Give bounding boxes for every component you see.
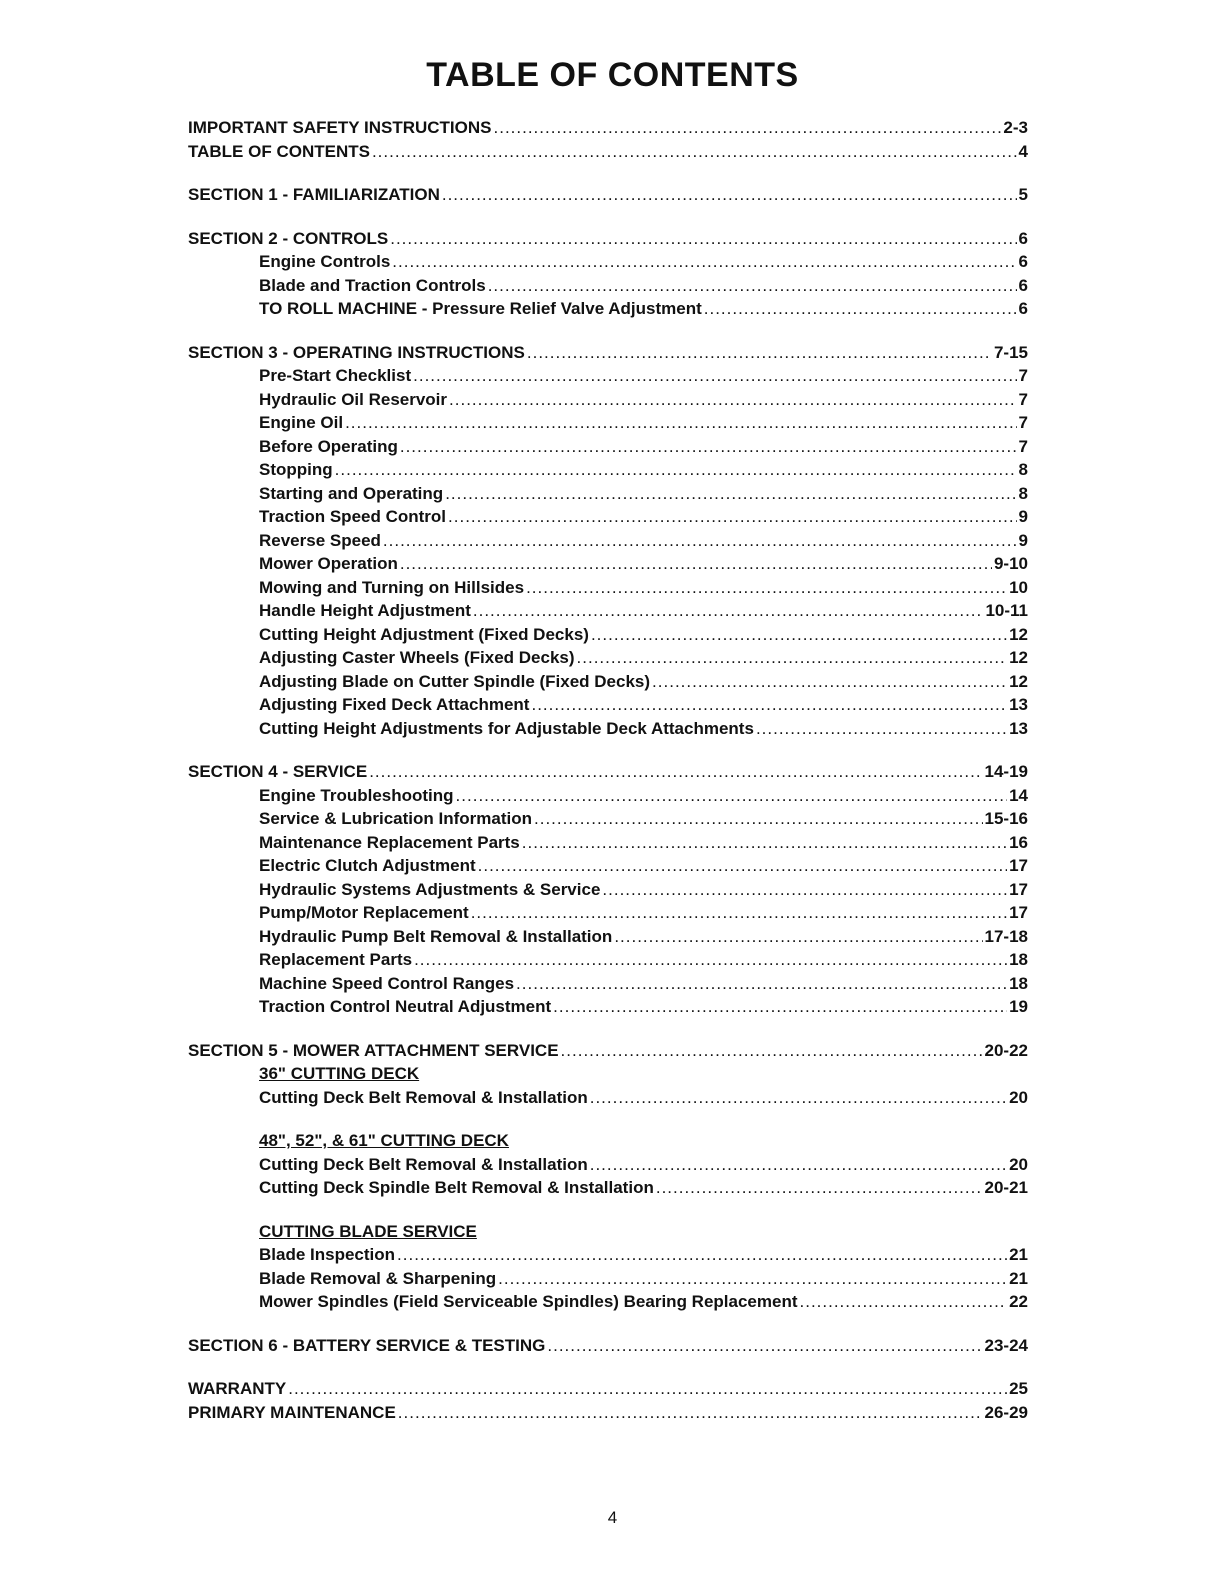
toc-entry-label: Replacement Parts <box>259 950 413 969</box>
toc-entry-page: 17 <box>1009 856 1028 875</box>
toc-entry-page: 26-29 <box>984 1402 1028 1422</box>
toc-entry-page: 17 <box>1009 879 1028 899</box>
leader-dots <box>414 948 1007 972</box>
page-title: TABLE OF CONTENTS <box>426 56 799 94</box>
leader-dots <box>442 183 1017 207</box>
leader-dots <box>590 1086 1007 1110</box>
toc-subentry <box>188 250 1028 274</box>
leader-dots <box>553 995 1007 1019</box>
toc-subentry <box>188 925 1028 949</box>
toc-section <box>188 341 1028 365</box>
leader-dots <box>456 784 1008 808</box>
toc-entry-label: Traction Speed Control <box>259 507 447 526</box>
toc-entry-page: 14 <box>1009 785 1028 805</box>
toc-entry-page: 6 <box>1018 252 1028 271</box>
toc-subentry <box>188 972 1028 996</box>
leader-dots <box>602 878 1007 902</box>
leader-dots <box>494 116 1002 140</box>
leader-dots <box>522 831 1007 855</box>
toc-entry-label: Blade and Traction Controls <box>259 275 486 295</box>
leader-dots <box>800 1290 1008 1314</box>
toc-entry-page: 13 <box>1009 695 1028 714</box>
toc-subentry <box>188 995 1028 1019</box>
toc-entry-label: Hydraulic Systems Adjustments & Service <box>259 879 601 899</box>
leader-dots <box>561 1039 983 1063</box>
table-of-contents <box>188 116 1028 1424</box>
toc-entry-page: 8 <box>1018 460 1028 479</box>
leader-dots <box>397 1243 1007 1267</box>
leader-dots <box>756 717 1007 741</box>
leader-dots <box>656 1176 983 1200</box>
toc-entry-label: Cutting Height Adjustment (Fixed Decks) <box>259 624 589 644</box>
toc-entry-label: Electric Clutch Adjustment <box>259 856 476 875</box>
toc-subentry <box>188 1290 1028 1314</box>
toc-subentry <box>188 1153 1028 1177</box>
toc-entry-label: Mower Spindles (Field Serviceable Spindles) Bearing Replacement <box>259 1292 798 1311</box>
toc-entry-page: 12 <box>1009 671 1028 691</box>
toc-subentry <box>188 552 1028 576</box>
toc-entry-label: IMPORTANT SAFETY INSTRUCTIONS <box>188 118 492 137</box>
toc-entry-page: 19 <box>1009 997 1028 1016</box>
toc-entry <box>188 1377 1028 1401</box>
toc-entry-label: Engine Controls <box>259 252 391 271</box>
toc-entry-label: Blade Removal & Sharpening <box>259 1268 497 1288</box>
toc-section <box>188 227 1028 251</box>
toc-entry-label: WARRANTY <box>188 1379 287 1398</box>
toc-entry-label: Starting and Operating <box>259 483 444 503</box>
toc-entry-label: TABLE OF CONTENTS <box>188 141 370 161</box>
toc-entry-page: 20-21 <box>984 1178 1028 1197</box>
toc-entry-page: 20 <box>1009 1154 1028 1174</box>
toc-entry-label: Reverse Speed <box>259 530 381 550</box>
toc-subentry <box>188 1176 1028 1200</box>
toc-subentry <box>188 948 1028 972</box>
toc-entry-page: 7 <box>1018 389 1028 409</box>
toc-entry-label: SECTION 1 - FAMILIARIZATION <box>188 185 440 204</box>
toc-subentry <box>188 784 1028 808</box>
toc-entry-label: Adjusting Caster Wheels (Fixed Decks) <box>259 648 575 667</box>
toc-entry-label: Service & Lubrication Information <box>259 809 532 828</box>
toc-entry-page: 17-18 <box>984 926 1028 946</box>
leader-dots <box>449 388 1017 412</box>
leader-dots <box>652 670 1007 694</box>
toc-entry-label: Hydraulic Oil Reservoir <box>259 389 448 409</box>
toc-entry-label: Blade Inspection <box>259 1245 396 1264</box>
toc-subentry <box>188 1086 1028 1110</box>
toc-subentry <box>188 482 1028 506</box>
toc-entry <box>188 1401 1028 1425</box>
toc-subentry <box>188 901 1028 925</box>
toc-entry-page: 13 <box>1009 718 1028 738</box>
toc-entry-page: 18 <box>1009 950 1028 969</box>
toc-entry-page: 4 <box>1018 141 1028 161</box>
toc-subentry <box>188 717 1028 741</box>
toc-entry-label: SECTION 2 - CONTROLS <box>188 228 389 248</box>
toc-entry-page: 7 <box>1018 436 1028 456</box>
leader-dots <box>369 760 982 784</box>
toc-subentry <box>188 1267 1028 1291</box>
toc-subentry <box>188 1243 1028 1267</box>
toc-subheading: 48", 52", & 61" CUTTING DECK <box>259 1131 509 1150</box>
toc-entry-page: 20 <box>1009 1087 1028 1107</box>
toc-entry-page: 6 <box>1018 275 1028 295</box>
leader-dots <box>473 599 984 623</box>
toc-section <box>188 1334 1028 1358</box>
toc-entry-label: Maintenance Replacement Parts <box>259 832 520 852</box>
toc-entry-label: SECTION 6 - BATTERY SERVICE & TESTING <box>188 1335 546 1355</box>
toc-subentry <box>188 831 1028 855</box>
toc-entry <box>188 140 1028 164</box>
leader-dots <box>413 364 1016 388</box>
leader-dots <box>288 1377 1007 1401</box>
toc-subentry <box>188 807 1028 831</box>
leader-dots <box>534 807 983 831</box>
toc-section <box>188 760 1028 784</box>
toc-subentry <box>188 388 1028 412</box>
toc-entry-label: Adjusting Blade on Cutter Spindle (Fixed Decks) <box>259 671 651 691</box>
toc-entry-label: Mowing and Turning on Hillsides <box>259 577 525 597</box>
leader-dots <box>531 693 1007 717</box>
toc-entry-page: 16 <box>1009 832 1028 852</box>
leader-dots <box>392 250 1016 274</box>
toc-entry-label: Engine Oil <box>259 413 344 432</box>
toc-subentry <box>188 670 1028 694</box>
toc-entry <box>188 116 1028 140</box>
leader-dots <box>614 925 982 949</box>
toc-entry-page: 12 <box>1009 624 1028 644</box>
toc-subentry <box>188 435 1028 459</box>
leader-dots <box>383 529 1017 553</box>
toc-subentry <box>188 297 1028 321</box>
toc-subentry <box>188 364 1028 388</box>
leader-dots <box>704 297 1017 321</box>
toc-entry-page: 21 <box>1009 1245 1028 1264</box>
leader-dots <box>516 972 1007 996</box>
toc-subentry <box>188 458 1028 482</box>
leader-dots <box>335 458 1017 482</box>
leader-dots <box>471 901 1007 925</box>
toc-entry-page: 7-15 <box>993 342 1028 362</box>
toc-entry-page: 9-10 <box>993 554 1028 573</box>
toc-entry-page: 2-3 <box>1003 118 1028 137</box>
toc-entry-label: SECTION 5 - MOWER ATTACHMENT SERVICE <box>188 1040 559 1060</box>
toc-entry-page: 6 <box>1018 228 1028 248</box>
toc-entry-page: 12 <box>1009 648 1028 667</box>
toc-entry-page: 23-24 <box>984 1335 1028 1355</box>
toc-subentry <box>188 599 1028 623</box>
toc-section <box>188 183 1028 207</box>
toc-subentry <box>188 529 1028 553</box>
leader-dots <box>590 1153 1007 1177</box>
toc-entry-label: Cutting Height Adjustments for Adjustable Deck Attachments <box>259 718 754 738</box>
toc-entry-page: 10 <box>1009 577 1028 597</box>
leader-dots <box>400 552 992 576</box>
toc-entry-page: 18 <box>1009 973 1028 993</box>
leader-dots <box>400 435 1017 459</box>
toc-entry-page: 7 <box>1018 366 1028 385</box>
toc-subentry <box>188 576 1028 600</box>
toc-entry-page: 25 <box>1009 1379 1028 1398</box>
leader-dots <box>398 1401 983 1425</box>
toc-entry-label: Machine Speed Control Ranges <box>259 973 515 993</box>
toc-entry-label: TO ROLL MACHINE - Pressure Relief Valve Adjustment <box>259 299 702 318</box>
toc-section <box>188 1039 1028 1063</box>
toc-entry-label: SECTION 4 - SERVICE <box>188 762 368 781</box>
leader-dots <box>488 274 1017 298</box>
toc-entry-label: Stopping <box>259 460 333 479</box>
toc-subheading: 36" CUTTING DECK <box>259 1064 420 1083</box>
toc-entry-page: 8 <box>1018 483 1028 503</box>
toc-entry-label: Mower Operation <box>259 554 398 573</box>
toc-entry-page: 7 <box>1018 413 1028 432</box>
toc-entry-page: 9 <box>1018 530 1028 550</box>
toc-subentry <box>188 693 1028 717</box>
toc-entry-label: PRIMARY MAINTENANCE <box>188 1402 396 1422</box>
toc-entry-page: 15-16 <box>984 809 1028 828</box>
toc-entry-page: 22 <box>1009 1292 1028 1311</box>
toc-subentry <box>188 854 1028 878</box>
leader-dots <box>445 482 1016 506</box>
leader-dots <box>448 505 1017 529</box>
toc-entry-page: 5 <box>1018 185 1028 204</box>
toc-subentry <box>188 623 1028 647</box>
toc-entry-label: Pump/Motor Replacement <box>259 903 469 922</box>
leader-dots <box>478 854 1007 878</box>
toc-subentry <box>188 505 1028 529</box>
toc-entry-page: 20-22 <box>984 1040 1028 1060</box>
toc-entry-label: Traction Control Neutral Adjustment <box>259 997 552 1016</box>
toc-entry-label: Cutting Deck Belt Removal & Installation <box>259 1087 588 1107</box>
toc-entry-page: 14-19 <box>984 762 1028 781</box>
toc-entry-label: Handle Height Adjustment <box>259 601 471 620</box>
toc-entry-page: 6 <box>1018 299 1028 318</box>
toc-entry-label: Pre-Start Checklist <box>259 366 412 385</box>
toc-entry-page: 17 <box>1009 903 1028 922</box>
leader-dots <box>591 623 1007 647</box>
toc-entry-label: Cutting Deck Belt Removal & Installation <box>259 1154 588 1174</box>
leader-dots <box>547 1334 982 1358</box>
page-number: 4 <box>607 1508 618 1527</box>
toc-entry-label: Before Operating <box>259 436 398 456</box>
leader-dots <box>577 646 1008 670</box>
leader-dots <box>526 576 1007 600</box>
leader-dots <box>372 140 1017 164</box>
toc-entry-label: Adjusting Fixed Deck Attachment <box>259 695 530 714</box>
toc-subentry <box>188 411 1028 435</box>
leader-dots <box>498 1267 1007 1291</box>
toc-entry-page: 21 <box>1009 1268 1028 1288</box>
toc-entry-label: Engine Troubleshooting <box>259 785 454 805</box>
leader-dots <box>345 411 1016 435</box>
toc-entry-label: SECTION 3 - OPERATING INSTRUCTIONS <box>188 342 525 362</box>
toc-subentry <box>188 646 1028 670</box>
toc-subheading: CUTTING BLADE SERVICE <box>259 1221 477 1241</box>
leader-dots <box>390 227 1016 251</box>
toc-entry-page: 10-11 <box>985 601 1028 620</box>
leader-dots <box>527 341 992 365</box>
toc-entry-page: 9 <box>1018 507 1028 526</box>
toc-entry-label: Cutting Deck Spindle Belt Removal & Installation <box>259 1178 654 1197</box>
toc-entry-label: Hydraulic Pump Belt Removal & Installation <box>259 926 613 946</box>
toc-subentry <box>188 274 1028 298</box>
toc-subentry <box>188 878 1028 902</box>
